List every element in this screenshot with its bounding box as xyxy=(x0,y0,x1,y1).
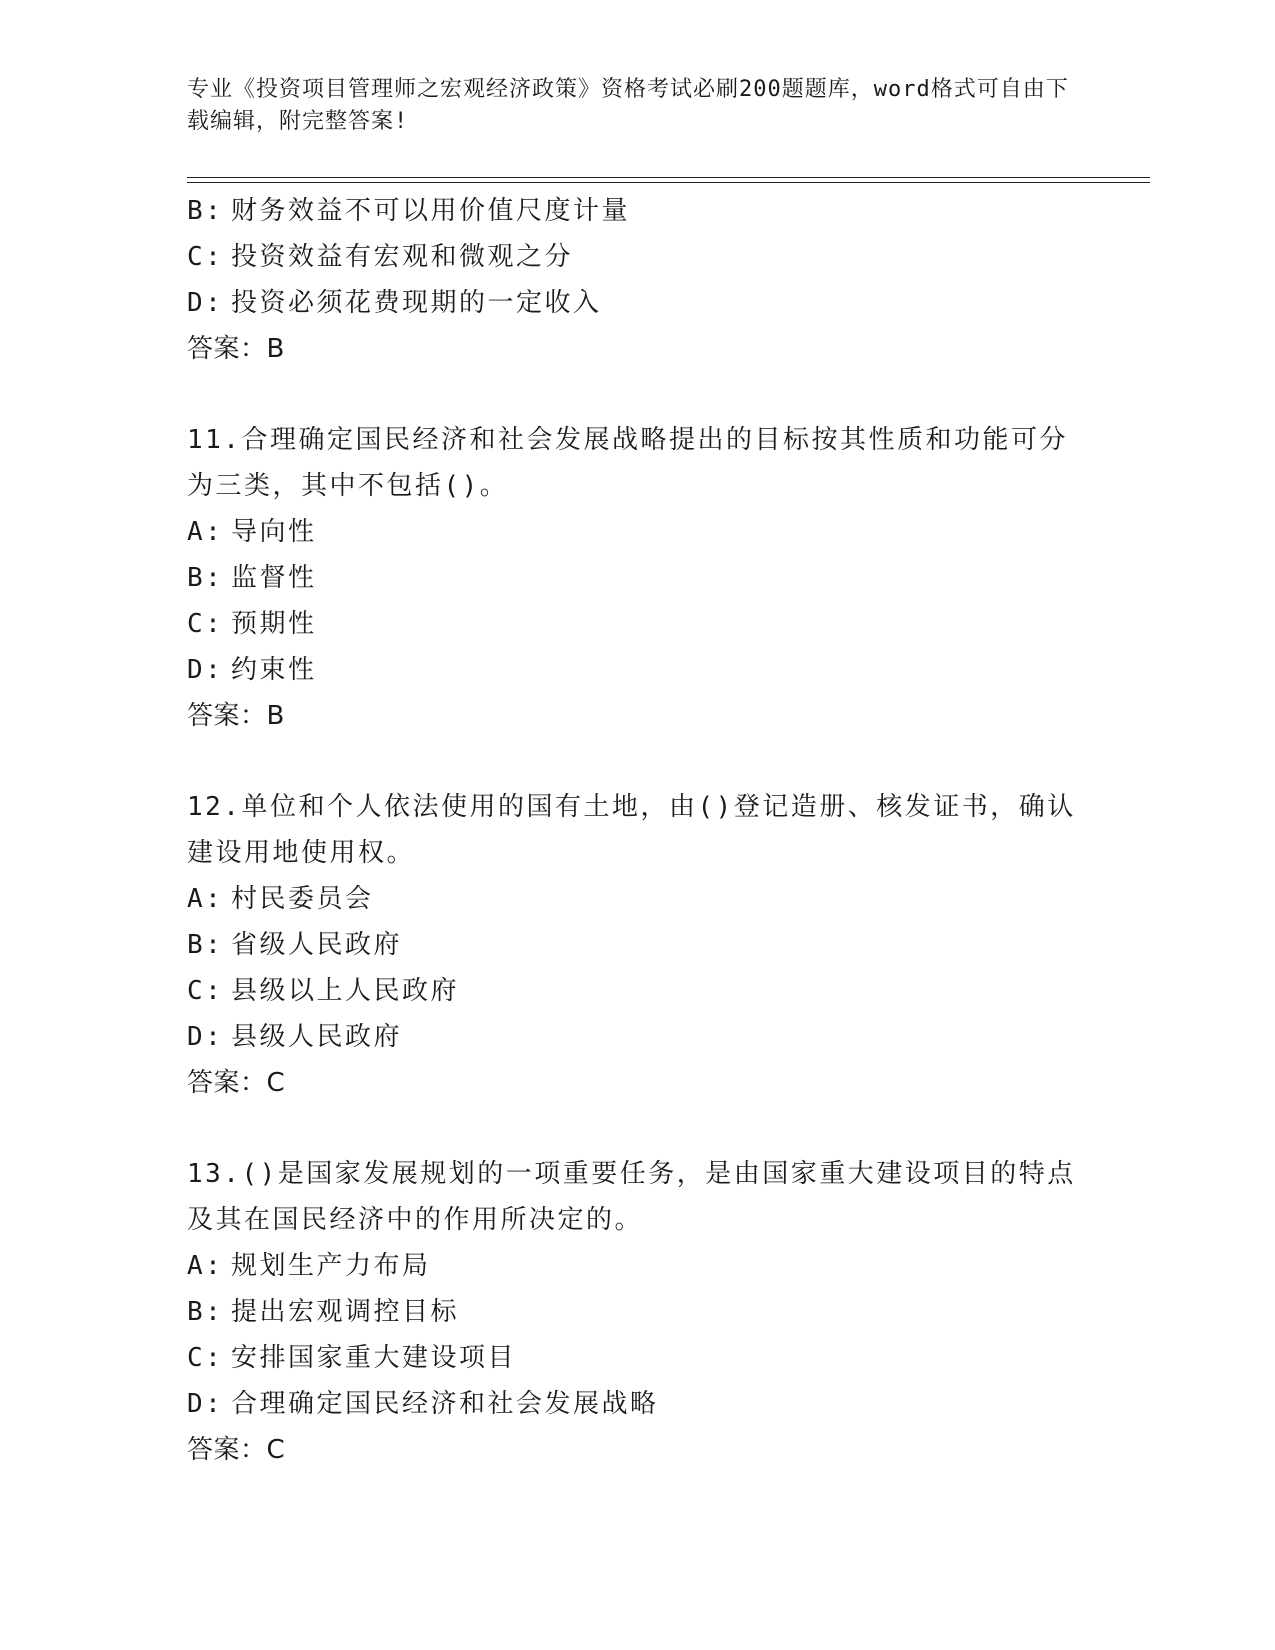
answer-line: 答案：C xyxy=(187,1435,286,1465)
answer-line: 答案：C xyxy=(187,1068,286,1098)
option-a: A: 导向性 xyxy=(187,517,317,547)
question-block-partial xyxy=(187,188,1087,372)
option-c: C: 安排国家重大建设项目 xyxy=(187,1343,517,1373)
question-stem-line2: 及其在国民经济中的作用所决定的。 xyxy=(187,1205,644,1235)
header-divider-top xyxy=(187,177,1150,178)
question-list xyxy=(187,188,1087,1473)
question-stem-line2: 建设用地使用权。 xyxy=(187,838,416,868)
question-stem-line1: 12.单位和个人依法使用的国有土地，由()登记造册、核发证书，确认 xyxy=(187,792,1076,822)
option-a: A: 村民委员会 xyxy=(187,884,374,914)
option-d: D: 县级人民政府 xyxy=(187,1022,403,1052)
option-a: A: 规划生产力布局 xyxy=(187,1251,431,1281)
option-c: C: 投资效益有宏观和微观之分 xyxy=(187,242,574,272)
answer-line: 答案：B xyxy=(187,334,285,364)
option-b: B: 提出宏观调控目标 xyxy=(187,1297,460,1327)
option-b: B: 省级人民政府 xyxy=(187,930,403,960)
option-d: D: 合理确定国民经济和社会发展战略 xyxy=(187,1389,659,1419)
option-c: C: 县级以上人民政府 xyxy=(187,976,460,1006)
option-b: B: 财务效益不可以用价值尺度计量 xyxy=(187,196,631,226)
question-stem-line1: 11.合理确定国民经济和社会发展战略提出的目标按其性质和功能可分 xyxy=(187,425,1068,455)
answer-line: 答案：B xyxy=(187,701,285,731)
question-block-13 xyxy=(187,1151,1087,1473)
option-c: C: 预期性 xyxy=(187,609,317,639)
option-b: B: 监督性 xyxy=(187,563,317,593)
question-block-11 xyxy=(187,417,1087,739)
option-d: D: 投资必须花费现期的一定收入 xyxy=(187,288,602,318)
header-divider-bottom xyxy=(187,182,1150,183)
question-stem-line2: 为三类，其中不包括()。 xyxy=(187,471,509,501)
option-d: D: 约束性 xyxy=(187,655,317,685)
question-block-12 xyxy=(187,784,1087,1106)
question-stem-line1: 13.()是国家发展规划的一项重要任务，是由国家重大建设项目的特点 xyxy=(187,1159,1076,1189)
document-header-title: 专业《投资项目管理师之宏观经济政策》资格考试必刷200题题库，word格式可自由下载编辑，附完整答案! xyxy=(187,77,1069,134)
